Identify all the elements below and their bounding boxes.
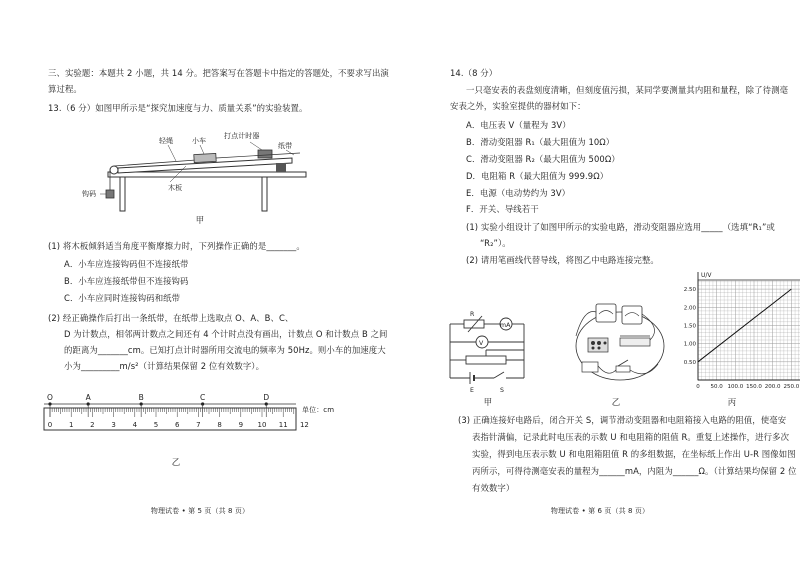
x-tick-label: 150.0	[746, 384, 762, 390]
y-tick-label: 0.50	[683, 359, 696, 366]
ruler-tick-label: 1	[68, 421, 74, 429]
q14-title: 14.（8 分）	[450, 68, 498, 78]
x-tick-label: 0	[696, 384, 700, 390]
count-point-label: D	[263, 393, 270, 402]
equipment-item: D．电阻箱 R（最大阻值为 999.9Ω）	[466, 171, 609, 181]
q14-part3-line: (3) 正确连接好电路后，闭合开关 S，调节滑动变阻器和电阻箱接入电路的阻值，使毫安	[458, 415, 787, 425]
ruler-tick-label: 6	[174, 421, 180, 429]
equipment-item: B．滑动变阻器 R₁（最大阻值为 10Ω）	[466, 137, 615, 147]
q14-part3-line: 实验，得到电压表示数 U 和电阻箱阻值 R 的多组数据，在坐标纸上作出 U-R 图像如图	[472, 449, 796, 459]
equipment-item: E．电源（电动势约为 3V）	[466, 188, 571, 198]
figure-caption-photo: 乙	[611, 397, 621, 407]
q14-part3-line: 丙所示，可得待测毫安表的量程为______mA，内阻为______Ω。（计算结果均保留 2 位	[472, 466, 797, 476]
label-cart: 小车	[192, 137, 207, 145]
circuit-label-e: E	[470, 387, 475, 394]
ruler-tick-label: 4	[132, 421, 138, 429]
ur-chart	[668, 268, 800, 398]
label-rope: 轻绳	[159, 137, 174, 145]
q14-part3-line: 有效数字）	[472, 483, 515, 493]
figure-caption-jia: 甲	[195, 215, 205, 225]
section-heading: 三、实验题：本题共 2 小题，共 14 分。把答案写在答题卡中指定的答题处，不要求写出演	[48, 68, 389, 78]
ruler-tick-label: 2	[90, 421, 95, 429]
x-tick-label: 250.0	[783, 384, 800, 390]
q13-part2-line: (2) 经正确操作后打出一条纸带，在纸带上选取点 O、A、B、C、	[48, 313, 294, 323]
ruler-figure	[0, 388, 400, 448]
label-board: 木板	[168, 184, 183, 192]
ruler-tick-label: 5	[153, 421, 159, 429]
q14-part3-line: 表指针满偏，记录此时电压表的示数 U 和电阻箱的阻值 R。重复上述操作，进行多次	[472, 432, 790, 442]
section-heading-cont: 算过程。	[48, 84, 82, 94]
q14-part1-line: “R₂”）。	[480, 238, 511, 248]
figure-caption-yi: 乙	[171, 457, 181, 467]
circuit-diagram	[444, 300, 564, 390]
count-point-label: A	[85, 393, 91, 402]
ruler-tick-label: 12	[299, 421, 309, 429]
circuit-label-v: V	[479, 340, 484, 347]
apparatus-photo	[566, 298, 666, 388]
ruler-tick-label: 9	[238, 421, 244, 429]
equipment-item: F．开关、导线若干	[466, 204, 539, 214]
circuit-label-s: S	[500, 387, 505, 394]
chart-frame	[698, 280, 800, 380]
q13-option-a: A．小车应连接钩码但不连接纸带	[64, 259, 189, 269]
figure-caption-graph: 丙	[727, 397, 737, 407]
label-hook: 钩码	[82, 190, 97, 198]
ruler-tick-label: 8	[217, 421, 222, 429]
q14-intro-line: 一只毫安表的表盘刻度清晰，但刻度值污损，某同学要测量其内阻和量程，除了待测毫	[466, 85, 789, 95]
label-timer: 打点计时器	[224, 132, 260, 140]
q13-part2-line: 小为_________m/s²（计算结果保留 2 位有效数字）。	[64, 361, 265, 371]
circuit-label-ma: mA	[500, 322, 511, 329]
y-tick-label: 1.00	[683, 341, 696, 348]
page-footer-left: 物理试卷 • 第 5 页（共 8 页）	[150, 507, 250, 515]
ruler-tick-label: 7	[196, 421, 201, 429]
right-page	[400, 0, 800, 566]
ruler-tick-label: 3	[111, 421, 116, 429]
y-tick-label: 2.50	[683, 287, 696, 294]
q14-intro-line: 安表之外，实验室提供的器材如下：	[450, 101, 586, 111]
q13-part2-line: D 为计数点，相邻两计数点之间还有 4 个计时点没有画出，计数点 O 和计数点 B 之间	[64, 329, 388, 339]
q13-part1: (1) 将木板倾斜适当角度平衡摩擦力时，下列操作正确的是_______。	[48, 241, 305, 251]
x-tick-label: 200.0	[764, 384, 781, 390]
y-tick-label: 1.50	[683, 323, 696, 330]
q13-option-c: C．小车应同时连接钩码和纸带	[64, 293, 181, 303]
ruler-tick-label: 11	[278, 421, 288, 429]
count-point-label: O	[47, 393, 53, 402]
equipment-item: A．电压表 V（量程为 3V）	[466, 120, 571, 130]
y-tick-label: 2.00	[683, 305, 696, 312]
q14-part2: (2) 请用笔画线代替导线，将图乙中电路连接完整。	[466, 255, 659, 265]
y-axis-label: U/V	[701, 272, 712, 279]
q13-stem: 13.（6 分）如图甲所示是“探究加速度与力、质量关系”的实验装置。	[48, 103, 308, 113]
ruler-unit-label: 单位：cm	[302, 406, 335, 414]
figure-caption-circuit: 甲	[483, 397, 493, 407]
x-tick-label: 50.0	[710, 384, 723, 390]
count-point-label: C	[200, 393, 206, 402]
q14-part1-line: (1) 实验小组设计了如图甲所示的实验电路，滑动变阻器应选用_____（选填“R₁”或	[466, 222, 775, 232]
ruler-tick-label: 0	[47, 421, 53, 429]
label-tape: 纸带	[278, 142, 293, 150]
page-footer-right: 物理试卷 • 第 6 页（共 8 页）	[550, 507, 650, 515]
q13-part2-line: 的距离为_______cm。已知打点计时器所用交流电的频率为 50Hz。则小车的加速度大	[64, 345, 386, 355]
x-tick-label: 100.0	[727, 384, 744, 390]
ruler-tick-label: 10	[257, 421, 267, 429]
equipment-item: C．滑动变阻器 R₂（最大阻值为 500Ω）	[466, 154, 620, 164]
circuit-label-r: R	[470, 311, 475, 318]
count-point-label: B	[138, 393, 144, 402]
q13-option-b: B．小车应连接纸带但不连接钩码	[64, 276, 189, 286]
